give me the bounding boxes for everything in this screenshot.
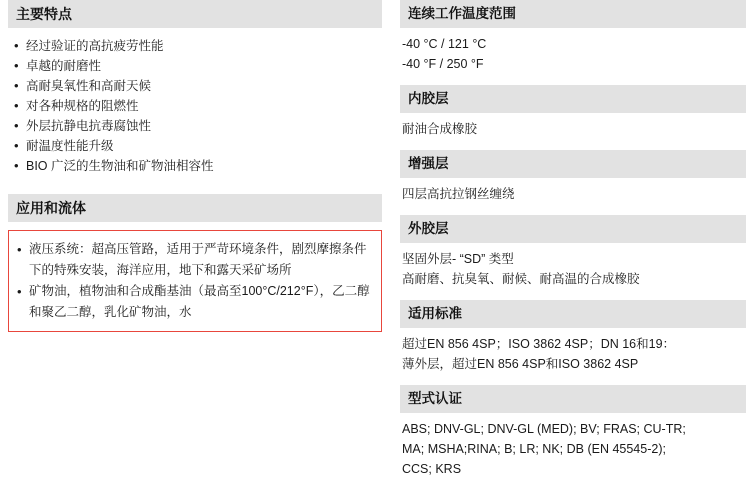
text-line: -40 °F / 250 °F bbox=[402, 57, 484, 71]
list-item: • 矿物油，植物油和合成酯基油（最高至100°C/212°F），乙二醇和聚乙二醇，乳化矿物油，水 bbox=[15, 281, 373, 323]
section-heading-type-approvals: 型式认证 bbox=[400, 385, 746, 413]
section-reinforcement bbox=[400, 150, 746, 214]
text-line: CCS; KRS bbox=[402, 462, 462, 476]
text-line: 高耐磨、抗臭氧、耐候、耐高温的合成橡胶 bbox=[402, 272, 640, 286]
section-body-standards bbox=[400, 328, 746, 384]
main-features-block bbox=[8, 28, 382, 180]
list-item: • 耐温度性能升级 bbox=[12, 136, 378, 156]
text-line: 耐油合成橡胶 bbox=[402, 122, 478, 136]
section-inner-tube bbox=[400, 85, 746, 149]
section-body-temperature-range bbox=[400, 28, 746, 84]
section-heading-applications-fluids: 应用和流体 bbox=[8, 194, 382, 222]
list-item: • 高耐臭氧性和高耐天候 bbox=[12, 76, 378, 96]
section-temperature-range bbox=[400, 0, 746, 84]
section-heading-cover: 外胶层 bbox=[400, 215, 746, 243]
section-body-type-approvals bbox=[400, 413, 746, 489]
text-line: ABS; DNV-GL; DNV-GL (MED); BV; FRAS; CU-TR; bbox=[402, 422, 686, 436]
text-line: MA; MSHA;RINA; B; LR; NK; DB (EN 45545-2); bbox=[402, 442, 666, 456]
section-heading-temperature-range: 连续工作温度范围 bbox=[400, 0, 746, 28]
text-line: 超过EN 856 4SP；ISO 3862 4SP；DN 16和19： bbox=[402, 337, 676, 351]
text-line: -40 °C / 121 °C bbox=[402, 37, 487, 51]
section-heading-reinforcement: 增强层 bbox=[400, 150, 746, 178]
text-line: 薄外层，超过EN 856 4SP和ISO 3862 4SP bbox=[402, 357, 639, 371]
list-item: • 卓越的耐磨性 bbox=[12, 56, 378, 76]
text-line: 坚固外层- “SD” 类型 bbox=[402, 252, 514, 266]
section-type-approvals bbox=[400, 385, 746, 489]
text-line: 四层高抗拉钢丝缠绕 bbox=[402, 187, 515, 201]
section-heading-standards: 适用标准 bbox=[400, 300, 746, 328]
section-cover bbox=[400, 215, 746, 299]
applications-highlight-box bbox=[8, 230, 382, 332]
section-body-inner-tube bbox=[400, 113, 746, 149]
section-body-cover bbox=[400, 243, 746, 299]
main-features-list bbox=[12, 36, 378, 176]
list-item: • 外层抗静电抗毒腐蚀性 bbox=[12, 116, 378, 136]
section-heading-inner-tube: 内胶层 bbox=[400, 85, 746, 113]
list-item: • 经过验证的高抗疲劳性能 bbox=[12, 36, 378, 56]
list-item: • 对各种规格的阻燃性 bbox=[12, 96, 378, 116]
applications-list bbox=[15, 239, 373, 323]
section-body-reinforcement bbox=[400, 178, 746, 214]
spacer bbox=[8, 180, 382, 194]
list-item: • 液压系统：超高压管路，适用于严苛环境条件，剧烈摩擦条件下的特殊安装，海洋应用，地下和露天采矿场所 bbox=[15, 239, 373, 281]
left-column bbox=[0, 0, 392, 464]
list-item: • BIO 广泛的生物油和矿物油相容性 bbox=[12, 156, 378, 176]
right-column bbox=[400, 0, 750, 476]
section-heading-main-features: 主要特点 bbox=[8, 0, 382, 28]
section-standards bbox=[400, 300, 746, 384]
